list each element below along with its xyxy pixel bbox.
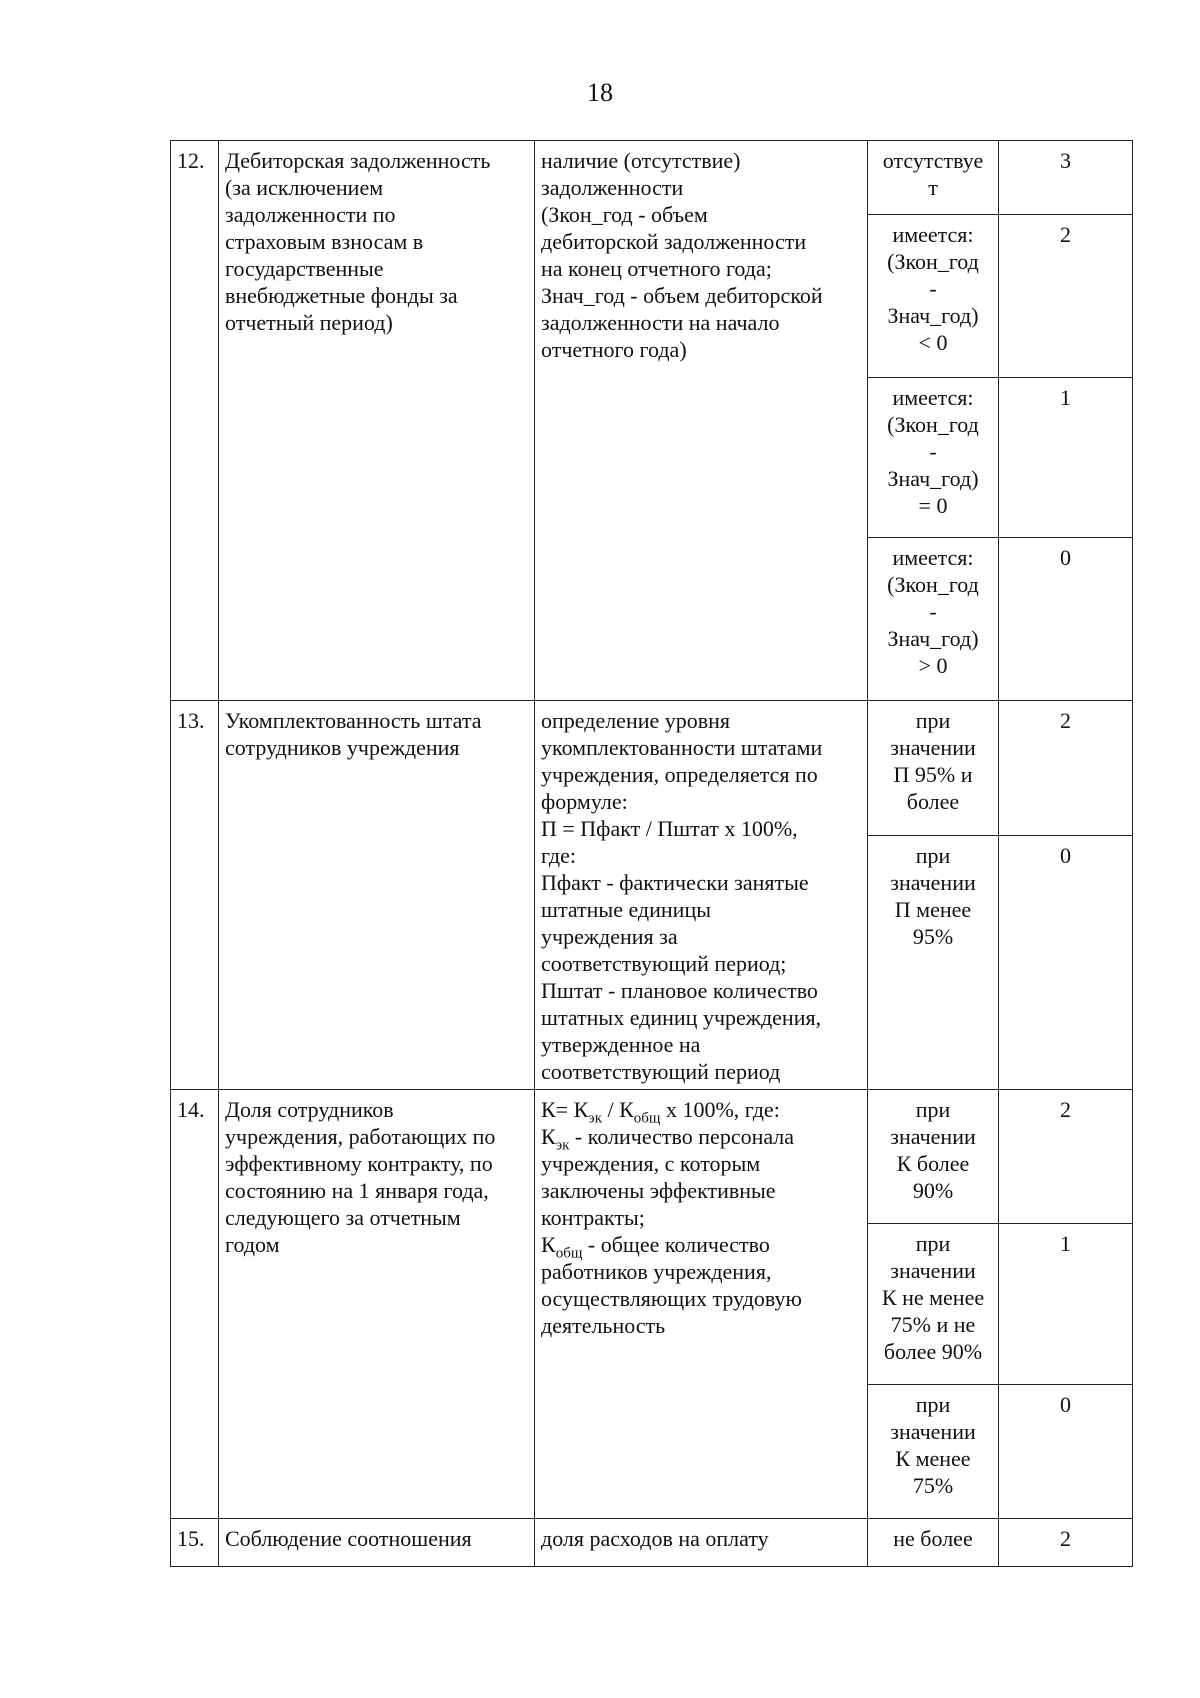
score-cell: 0	[999, 1385, 1133, 1519]
score-cell: 1	[999, 378, 1133, 538]
method-cell: доля расходов на оплату	[535, 1519, 868, 1567]
formula-text: х 100%, где:	[660, 1097, 780, 1122]
criterion-cell: при значении К не менее 75% и не более 90%	[868, 1224, 999, 1385]
formula-text: / К	[602, 1097, 634, 1122]
criterion-cell: при значении П 95% и более	[868, 701, 999, 836]
table-row	[171, 1090, 1133, 1224]
method-cell	[535, 1090, 868, 1519]
row-number: 13.	[171, 701, 219, 1090]
row-number: 15.	[171, 1519, 219, 1567]
criterion-cell: имеется: (Зкон_год - Знач_год) > 0	[868, 538, 999, 701]
row-number: 12.	[171, 141, 219, 701]
table-row	[171, 1519, 1133, 1567]
formula-subscript: эк	[555, 1137, 570, 1154]
score-cell: 0	[999, 538, 1133, 701]
criterion-cell: не более	[868, 1519, 999, 1567]
criterion-cell: при значении К менее 75%	[868, 1385, 999, 1519]
formula-subscript: общ	[633, 1110, 661, 1127]
page-number: 18	[587, 78, 613, 107]
indicator-cell: Укомплектованность штата сотрудников учреждения	[219, 701, 535, 1090]
score-cell: 2	[999, 215, 1133, 378]
score-cell: 0	[999, 836, 1133, 1090]
score-cell: 2	[999, 701, 1133, 836]
formula-text: К= К	[541, 1097, 589, 1122]
formula-subscript: общ	[555, 1245, 583, 1262]
formula-text: - количество персонала учреждения, с которым заключены эффективные контракты;	[541, 1124, 795, 1230]
indicator-cell: Соблюдение соотношения	[219, 1519, 535, 1567]
method-cell: наличие (отсутствие) задолженности (Зкон_год - объем дебиторской задолженности на конец отчетного года; Знач_год - объем дебиторской задолженности на начало отчетного года)	[535, 141, 868, 701]
score-cell: 3	[999, 141, 1133, 215]
indicator-cell: Дебиторская задолженность (за исключением задолженности по страховым взносам в государственные внебюджетные фонды за отчетный период)	[219, 141, 535, 701]
indicator-cell: Доля сотрудников учреждения, работающих по эффективному контракту, по состоянию на 1 января года, следующего за отчетным годом	[219, 1090, 535, 1519]
criterion-cell: имеется: (Зкон_год - Знач_год) = 0	[868, 378, 999, 538]
criterion-cell: имеется: (Зкон_год - Знач_год) < 0	[868, 215, 999, 378]
method-cell: определение уровня укомплектованности штатами учреждения, определяется по формуле: П = Пфакт / Пштат х 100%, где: Пфакт - фактически занятые штатные единицы учреждения за соответствующий период; Пштат - плановое количество штатных единиц учреждения, утвержденное на соответствующий период	[535, 701, 868, 1090]
criterion-cell: при значении К более 90%	[868, 1090, 999, 1224]
formula-subscript: эк	[588, 1110, 602, 1127]
formula-text: К	[541, 1232, 556, 1257]
formula-text: К	[541, 1124, 556, 1149]
score-cell: 1	[999, 1224, 1133, 1385]
criterion-cell: отсутствуе т	[868, 141, 999, 215]
criterion-cell: при значении П менее 95%	[868, 836, 999, 1090]
score-cell: 2	[999, 1519, 1133, 1567]
criteria-table	[170, 140, 1133, 1567]
formula-text: - общее количество работников учреждения, осуществляющих трудовую деятельность	[541, 1232, 802, 1338]
row-number: 14.	[171, 1090, 219, 1519]
table-row	[171, 701, 1133, 836]
table-row	[171, 141, 1133, 215]
score-cell: 2	[999, 1090, 1133, 1224]
